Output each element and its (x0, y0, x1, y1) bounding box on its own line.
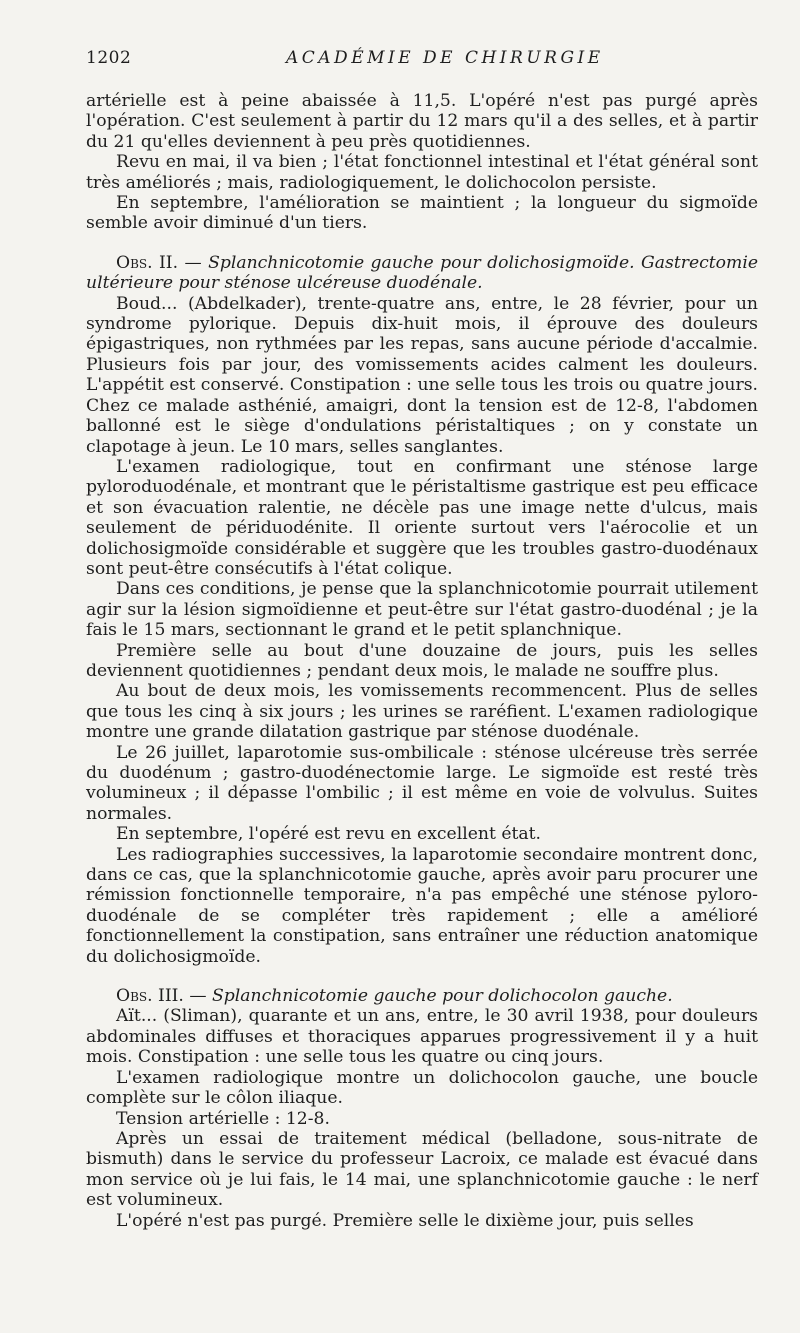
paragraph: Dans ces conditions, je pense que la splanchnicotomie pourrait utilement agir sur la lésion sigmoïdienne et peut-être sur l'état gastro-duodénal ; je la fais le 15 mars, sectionnant le grand et le petit splanchnique. (86, 579, 758, 641)
paragraph: Aït... (Sliman), quarante et un ans, entre, le 30 avril 1938, pour douleurs abdominales diffuses et thoraciques apparues progressivement il y a huit mois. Constipation : une selle tous les quatre ou cinq jours. (86, 1006, 758, 1068)
observation-label: Obs. II. (116, 252, 179, 273)
paragraph: Tension artérielle : 12-8. (116, 1108, 330, 1129)
observation-title: Splanchnicotomie gauche pour dolichosigmoïde. Gastrectomie ultérieure pour sténose ulcéreuse duodénale. (86, 252, 758, 294)
paragraph: Le 26 juillet, laparotomie sus-ombilicale : sténose ulcéreuse très serrée du duodénum ; gastro-duodénectomie large. Le sigmoïde est resté très volumineux ; il dépasse l'ombilic ; il est même en voie de volvulus. Suites normales. (86, 742, 758, 824)
running-head (86, 48, 760, 72)
paragraph: Les radiographies successives, la laparotomie secondaire montrent donc, dans ce cas, que la splanchnicotomie gauche, après avoir paru procurer une rémission fonctionnelle temporaire, n'a pas empêché une sténose pyloro-duodénale de se compléter très rapidement ; elle a amélioré fonctionnellement la constipation, sans entraîner une réduction anatomique du dolichosigmoïde. (86, 844, 758, 967)
paragraph: L'examen radiologique, tout en confirmant une sténose large pyloroduodénale, et montrant que le péristaltisme gastrique est peu efficace et son évacuation ralentie, ne décèle pas une image nette d'ulcus, mais seulement de périduodénite. Il oriente surtout vers l'aérocolie et un dolichosigmoïde considérable et suggère que les troubles gastro-duodénaux sont peut-être consécutifs à l'état colique. (86, 456, 758, 579)
page-number: 1202 (86, 48, 132, 68)
observation-label: Obs. III. (116, 986, 184, 1007)
paragraph: Revu en mai, il va bien ; l'état fonctionnel intestinal et l'état général sont très améliorés ; mais, radiologiquement, le dolichocolon persiste. (86, 152, 758, 193)
observation-title: Splanchnicotomie gauche pour dolichocolon gauche. (212, 986, 673, 1007)
paragraph: L'examen radiologique montre un dolichocolon gauche, une boucle complète sur le côlon iliaque. (86, 1067, 758, 1109)
observation-separator: — (183, 986, 213, 1007)
body-text (86, 91, 758, 1231)
paragraph: Boud... (Abdelkader), trente-quatre ans, entre, le 28 février, pour un syndrome pylorique. Depuis dix-huit mois, il éprouve des douleurs épigastriques, non rythmées par les repas, sans aucune période d'accalmie. Plusieurs fois par jour, des vomissements acides calment les douleurs. L'appétit est conservé. Constipation : une selle tous les trois ou quatre jours. Chez ce malade asthénié, amaigri, dont la tension est de 12-8, l'abdomen ballonné est le siège d'ondulations péristaltiques ; on y constate un clapotage à jeun. Le 10 mars, selles sanglantes. (86, 293, 758, 457)
paragraph: L'opéré n'est pas purgé. Première selle le dixième jour, puis selles (116, 1210, 694, 1231)
paragraph: Après un essai de traitement médical (belladone, sous-nitrate de bismuth) dans le service du professeur Lacroix, ce malade est évacué dans mon service où je lui fais, le 14 mai, une splanchnicotomie gauche : le nerf est volumineux. (86, 1128, 758, 1211)
observation-heading (86, 986, 758, 1006)
observation-heading (86, 253, 758, 294)
paragraph: Première selle au bout d'une douzaine de jours, puis les selles deviennent quotidiennes ; pendant deux mois, le malade ne souffre plus. (86, 640, 758, 681)
paragraph: Au bout de deux mois, les vomissements recommencent. Plus de selles que tous les cinq à six jours ; les urines se raréfient. L'examen radiologique montre une grande dilatation gastrique par sténose duodénale. (86, 681, 758, 743)
running-title: ACADÉMIE DE CHIRURGIE (286, 48, 604, 68)
paragraph: artérielle est à peine abaissée à 11,5. L'opéré n'est pas purgé après l'opération. C'est seulement à partir du 12 mars qu'il a des selles, et à partir du 21 qu'elles deviennent à peu près quotidiennes. (86, 91, 758, 152)
paragraph: En septembre, l'amélioration se maintient ; la longueur du sigmoïde semble avoir diminué d'un tiers. (86, 193, 758, 234)
paragraph: En septembre, l'opéré est revu en excellent état. (116, 824, 542, 845)
observation-separator: — (178, 252, 209, 273)
